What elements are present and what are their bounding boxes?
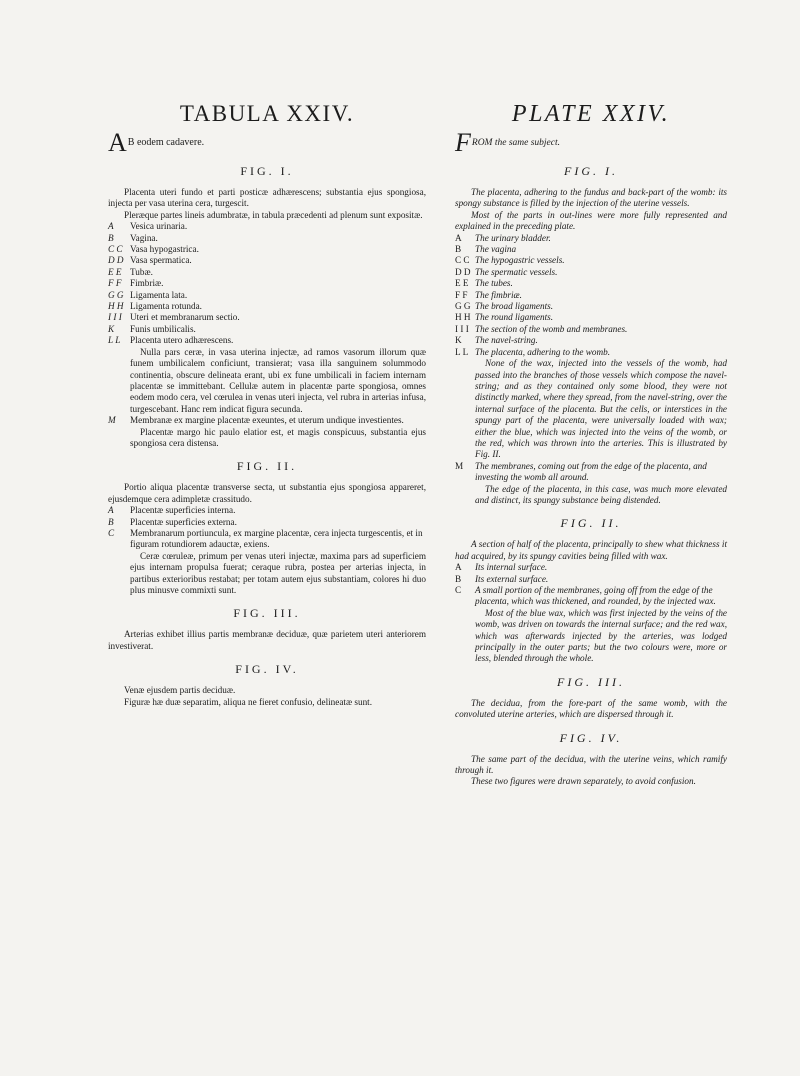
reference-item	[108, 335, 426, 346]
reference-letter: C C	[108, 244, 123, 255]
reference-item	[108, 290, 426, 301]
paragraph: Figuræ hæ duæ separatim, aliqua ne fieret confusio, delineatæ sunt.	[124, 696, 373, 707]
reference-letter: B	[108, 516, 114, 527]
reference-letter: F F	[455, 289, 468, 300]
reference-letter: I I I	[108, 312, 122, 323]
reference-text: Vasa spermatica.	[130, 255, 192, 266]
reference-item	[108, 415, 426, 426]
reference-letter: E E	[108, 266, 122, 277]
reference-text: The urinary bladder.	[475, 232, 551, 243]
paragraph: None of the wax, injected into the vessels of the womb, had passed into the branches of those vessels which compose the navel-string; and as they contained only some blood, they were not distinctly marked, where they spread, from the navel-string, over the internal surface of the placenta. But the cells, or interstices in the spungy part of the placenta, were universally loaded with wax; either the blue, which was injected into the veins of the womb, or the red, which was thrown into the arteries. This is illustrated by Fig. II.	[475, 358, 727, 460]
reference-item	[455, 278, 727, 289]
reference-item	[108, 528, 426, 551]
reference-item	[108, 244, 426, 255]
reference-item	[455, 301, 727, 312]
reference-letter: C	[108, 527, 115, 538]
reference-letter: G G	[108, 289, 124, 300]
reference-item	[108, 233, 426, 244]
reference-letter: B	[108, 232, 114, 243]
paragraph: Most of the parts in out-lines were more fully represented and explained in the preceding plate.	[455, 209, 727, 232]
reference-text: Fimbriæ.	[130, 278, 164, 289]
reference-letter: C	[455, 585, 462, 595]
reference-letter: D D	[455, 266, 471, 277]
reference-text: The tubes.	[475, 278, 513, 289]
figure-section	[455, 516, 727, 664]
reference-text: A small portion of the membranes, going off from the edge of the placenta, which was thickened, and rounded, by the injected wax.	[475, 585, 716, 607]
reference-text: Membranæ ex margine placentæ exeuntes, et uterum undique investientes.	[130, 415, 404, 426]
reference-item	[455, 244, 727, 255]
reference-text: The round ligaments.	[475, 312, 554, 323]
reference-text: The membranes, coming out from the edge of the placenta, and investing the womb all around.	[475, 460, 707, 483]
reference-item	[108, 505, 426, 516]
figure-heading: FIG. I.	[564, 164, 618, 178]
paragraph: Nulla pars ceræ, in vasa uterina injectæ, ad ramos vasorum illorum quæ funem umbilicalem conficiunt, transierat; vasa illa sanguinem solummodo continentia, obscure delineata erant, ubi ex fune umbilicali in faciem internam placentæ se immittebant. Cellulæ autem in placentæ parte spongiosa, omnes eodem modo cera, vel cœrulea in venas uteri injecta, vel rubra in arterias infusa, turgescebant. Hanc rem indicat figura secunda.	[130, 346, 426, 414]
reference-item	[455, 461, 727, 484]
figure-section	[108, 459, 426, 596]
reference-letter: L L	[455, 346, 469, 357]
reference-text: Its internal surface.	[475, 562, 548, 573]
paragraph: Placentæ margo hic paulo elatior est, et magis conspicuus, substantia ejus spongiosa cera distensa.	[130, 426, 426, 448]
reference-text: Membranarum portiuncula, ex margine placentæ, cera injecta turgescentis, et in figuram rotundiorem adauctæ, exiens.	[130, 527, 423, 550]
reference-letter: I I I	[455, 323, 469, 334]
paragraph: Venæ ejusdem partis deciduæ.	[124, 685, 236, 696]
reference-letter: M	[455, 460, 464, 471]
reference-item	[108, 517, 426, 528]
paragraph: A section of half of the placenta, principally to shew what thickness it had acquired, by its spungy cavities being filled with wax.	[455, 539, 727, 561]
reference-letter: H H	[455, 312, 471, 323]
paragraph: Ceræ cœruleæ, primum per venas uteri injectæ, maxima pars ad superficiem ejus internam propulsa fuerat; ceraque rubra, postea per arterias injecta, in partibus exterioribus restabat; per totam autem ejus substantiam, colores hi duo plus minusve commixti sunt.	[130, 550, 426, 595]
paragraph: Portio aliqua placentæ transverse secta, ut substantia ejus spongiosa appareret, ejusdemque cera adimpletæ crassitudo.	[108, 482, 426, 504]
reference-letter: K	[108, 323, 115, 334]
figure-section	[108, 662, 426, 708]
figure-heading: FIG. II.	[560, 516, 622, 531]
reference-item	[455, 585, 727, 608]
latin-column	[108, 100, 426, 708]
reference-text: Funis umbilicalis.	[130, 323, 196, 334]
figure-heading: FIG. I.	[240, 164, 294, 178]
reference-item	[108, 221, 426, 232]
reference-text: Vasa hypogastrica.	[130, 244, 199, 255]
latin-title: TABULA XXIV.	[179, 101, 355, 126]
english-title: PLATE XXIV.	[511, 101, 671, 127]
reference-text: The broad ligaments.	[475, 301, 554, 312]
reference-text: Placentæ superficies externa.	[130, 516, 237, 527]
reference-letter: M	[108, 415, 116, 426]
figure-heading: FIG. IV.	[559, 730, 623, 745]
reference-item	[455, 267, 727, 278]
reference-letter: H H	[108, 301, 124, 312]
reference-letter: E E	[455, 278, 469, 289]
reference-item	[455, 574, 727, 585]
reference-letter: F F	[108, 278, 122, 289]
reference-letter: B	[455, 244, 462, 255]
reference-letter: B	[455, 573, 462, 584]
english-sections	[455, 164, 727, 788]
reference-letter: A	[108, 221, 114, 232]
reference-text: Uteri et membranarum sectio.	[130, 312, 240, 323]
figure-section	[108, 164, 426, 449]
reference-letter: C C	[455, 255, 470, 266]
paragraph: Most of the blue wax, which was first injected by the veins of the womb, was driven on towards the internal surface; and the red wax, which was afterwards injected by the arteries, was lodged principally in the outer parts; but the two colours were, more or less, blended through the whole.	[475, 607, 727, 664]
reference-text: Ligamenta rotunda.	[130, 301, 202, 312]
reference-text: Ligamenta lata.	[130, 289, 188, 300]
reference-text: The vagina	[475, 244, 517, 255]
reference-text: Placentæ superficies interna.	[130, 505, 236, 516]
reference-item	[108, 255, 426, 266]
reference-item	[108, 312, 426, 323]
figure-heading: FIG. III.	[557, 674, 625, 689]
reference-item	[455, 233, 727, 244]
reference-item	[108, 324, 426, 335]
paragraph: Arterias exhibet illius partis membranæ deciduæ, quæ parietem uteri anteriorem investiverat.	[108, 629, 426, 651]
paragraph: Pleræque partes lineis adumbratæ, in tabula præcedenti ad plenum sunt expositæ.	[124, 209, 423, 220]
reference-text: Its external surface.	[475, 573, 549, 584]
reference-letter: A	[455, 562, 462, 573]
reference-item	[455, 347, 727, 358]
english-column	[455, 100, 727, 788]
reference-text: Placenta utero adhærescens.	[130, 335, 234, 346]
reference-letter: K	[455, 335, 462, 346]
figure-section	[455, 731, 727, 788]
figure-heading: FIG. IV.	[235, 662, 299, 677]
reference-item	[455, 255, 727, 266]
figure-section	[455, 164, 727, 506]
reference-text: The hypogastric vessels.	[475, 255, 565, 266]
paragraph: The same part of the decidua, with the uterine veins, which ramify through it.	[455, 753, 727, 776]
reference-item	[455, 312, 727, 323]
reference-item	[108, 267, 426, 278]
english-intro	[455, 128, 727, 157]
reference-letter: A	[108, 505, 114, 516]
paragraph: The decidua, from the fore-part of the same womb, with the convoluted uterine arteries, which are dispersed through it.	[455, 697, 727, 720]
reference-text: The spermatic vessels.	[475, 266, 558, 277]
reference-letter: A	[455, 232, 462, 243]
figure-section	[455, 675, 727, 721]
reference-text: Vesica urinaria.	[130, 221, 188, 232]
reference-text: Vagina.	[130, 232, 158, 243]
paragraph: Placenta uteri fundo et parti posticæ adhærescens; substantia ejus spongiosa, injecta per vasa uterina cera, turgescit.	[108, 187, 426, 209]
latin-intro-text: B eodem cadavere.	[127, 137, 205, 148]
reference-letter: G G	[455, 301, 471, 312]
paragraph: These two figures were drawn separately, to avoid confusion.	[471, 776, 696, 787]
figure-section	[108, 606, 426, 652]
paragraph: The edge of the placenta, in this case, was much more elevated and distinct, its spungy substance being distended.	[475, 483, 727, 505]
reference-text: Tubæ.	[130, 266, 153, 277]
reference-text: The navel-string.	[475, 335, 538, 346]
reference-item	[455, 290, 727, 301]
english-intro-text: ROM the same subject.	[471, 138, 561, 148]
reference-text: The section of the womb and membranes.	[475, 323, 628, 334]
reference-text: The fimbriæ.	[475, 289, 522, 300]
english-intro-cap: F	[455, 128, 471, 157]
reference-item	[455, 562, 727, 573]
latin-sections	[108, 164, 426, 708]
paragraph: The placenta, adhering to the fundus and back-part of the womb: its spongy substance is filled by the injection of the uterine vessels.	[455, 187, 727, 209]
latin-intro-cap: A	[108, 128, 127, 157]
reference-item	[108, 278, 426, 289]
reference-letter: D D	[108, 255, 124, 266]
reference-text: The placenta, adhering to the womb.	[475, 346, 610, 357]
figure-heading: FIG. II.	[236, 459, 298, 474]
latin-intro	[108, 128, 426, 157]
reference-item	[455, 335, 727, 346]
figure-heading: FIG. III.	[233, 606, 301, 621]
reference-letter: L L	[108, 335, 121, 346]
reference-item	[108, 301, 426, 312]
reference-item	[455, 324, 727, 335]
